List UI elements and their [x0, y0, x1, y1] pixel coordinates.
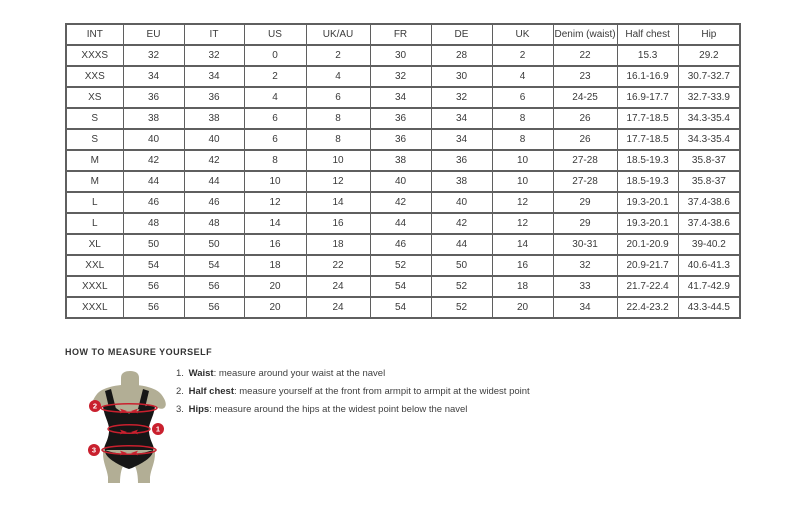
table-cell: 35.8-37 — [678, 150, 740, 171]
column-header: DE — [431, 24, 492, 45]
table-cell: 54 — [123, 255, 184, 276]
table-cell: 46 — [123, 192, 184, 213]
step-text: : measure around the hips at the widest point below the navel — [209, 404, 468, 415]
table-cell: 52 — [431, 276, 492, 297]
table-cell: 30-31 — [553, 234, 617, 255]
table-cell: 44 — [123, 171, 184, 192]
table-cell: 32 — [123, 45, 184, 66]
table-cell: 22.4-23.2 — [617, 297, 678, 318]
table-row — [66, 45, 740, 66]
table-cell: 16 — [492, 255, 553, 276]
table-cell: 12 — [492, 213, 553, 234]
table-cell: 40 — [184, 129, 244, 150]
table-cell: 36 — [123, 87, 184, 108]
table-cell: 16.1-16.9 — [617, 66, 678, 87]
table-cell: 56 — [184, 276, 244, 297]
table-cell: 15.3 — [617, 45, 678, 66]
table-cell: 16 — [306, 213, 370, 234]
measure-section-title: HOW TO MEASURE YOURSELF — [65, 347, 213, 357]
table-cell: 38 — [184, 108, 244, 129]
table-cell: 27-28 — [553, 171, 617, 192]
table-cell: 6 — [306, 87, 370, 108]
table-cell: 16.9-17.7 — [617, 87, 678, 108]
table-cell: 36 — [184, 87, 244, 108]
table-cell: 29 — [553, 213, 617, 234]
table-cell: 36 — [431, 150, 492, 171]
table-row — [66, 297, 740, 318]
table-cell: 38 — [370, 150, 431, 171]
table-cell: 8 — [492, 129, 553, 150]
table-row — [66, 108, 740, 129]
table-cell: 19.3-20.1 — [617, 213, 678, 234]
measure-steps — [176, 367, 530, 421]
table-cell: 10 — [306, 150, 370, 171]
table-cell: 6 — [244, 108, 306, 129]
size-table-section — [65, 23, 741, 319]
table-cell: 22 — [306, 255, 370, 276]
step-number: 2. — [176, 386, 184, 397]
column-header: EU — [123, 24, 184, 45]
table-cell: 32 — [370, 66, 431, 87]
table-cell: 50 — [431, 255, 492, 276]
table-cell: 23 — [553, 66, 617, 87]
table-cell: 50 — [184, 234, 244, 255]
table-row — [66, 234, 740, 255]
table-cell: 14 — [306, 192, 370, 213]
table-cell: 4 — [306, 66, 370, 87]
table-cell: L — [66, 192, 123, 213]
table-cell: 18.5-19.3 — [617, 171, 678, 192]
table-cell: 38 — [123, 108, 184, 129]
table-cell: 33 — [553, 276, 617, 297]
table-cell: 48 — [184, 213, 244, 234]
table-cell: 34 — [184, 66, 244, 87]
table-cell: 42 — [123, 150, 184, 171]
table-cell: XS — [66, 87, 123, 108]
table-cell: 17.7-18.5 — [617, 129, 678, 150]
table-cell: 24 — [306, 276, 370, 297]
table-cell: 36 — [370, 129, 431, 150]
table-cell: 8 — [306, 129, 370, 150]
table-cell: 6 — [492, 87, 553, 108]
table-cell: 52 — [431, 297, 492, 318]
table-cell: 22 — [553, 45, 617, 66]
table-cell: 24-25 — [553, 87, 617, 108]
table-cell: 10 — [244, 171, 306, 192]
table-row — [66, 213, 740, 234]
column-header: UK — [492, 24, 553, 45]
table-cell: 16 — [244, 234, 306, 255]
table-cell: 54 — [370, 297, 431, 318]
column-header: UK/AU — [306, 24, 370, 45]
table-cell: 2 — [492, 45, 553, 66]
table-cell: 12 — [306, 171, 370, 192]
table-row — [66, 255, 740, 276]
measure-step — [176, 367, 530, 385]
column-header: US — [244, 24, 306, 45]
table-cell: 54 — [370, 276, 431, 297]
table-cell: 0 — [244, 45, 306, 66]
table-cell: S — [66, 129, 123, 150]
table-row — [66, 129, 740, 150]
column-header: Denim (waist) — [553, 24, 617, 45]
table-cell: 32.7-33.9 — [678, 87, 740, 108]
table-cell: 30.7-32.7 — [678, 66, 740, 87]
table-cell: L — [66, 213, 123, 234]
table-cell: 8 — [244, 150, 306, 171]
table-cell: 52 — [370, 255, 431, 276]
header-row — [66, 24, 740, 45]
table-cell: 44 — [431, 234, 492, 255]
table-cell: 10 — [492, 150, 553, 171]
table-cell: 40 — [370, 171, 431, 192]
measure-step — [176, 385, 530, 403]
table-cell: 35.8-37 — [678, 171, 740, 192]
table-cell: 4 — [244, 87, 306, 108]
table-cell: 29.2 — [678, 45, 740, 66]
table-cell: 20 — [244, 297, 306, 318]
table-cell: 18.5-19.3 — [617, 150, 678, 171]
table-cell: 34.3-35.4 — [678, 108, 740, 129]
table-cell: 14 — [244, 213, 306, 234]
table-cell: 20.9-21.7 — [617, 255, 678, 276]
table-cell: 40 — [431, 192, 492, 213]
table-cell: 37.4-38.6 — [678, 192, 740, 213]
step-label: Waist — [188, 368, 214, 379]
table-cell: 34 — [553, 297, 617, 318]
table-cell: 17.7-18.5 — [617, 108, 678, 129]
column-header: INT — [66, 24, 123, 45]
table-cell: 29 — [553, 192, 617, 213]
table-cell: M — [66, 150, 123, 171]
table-cell: 10 — [492, 171, 553, 192]
column-header: FR — [370, 24, 431, 45]
table-cell: 48 — [123, 213, 184, 234]
table-cell: 42 — [184, 150, 244, 171]
size-table — [65, 23, 741, 319]
table-cell: 8 — [306, 108, 370, 129]
table-cell: 12 — [244, 192, 306, 213]
table-cell: M — [66, 171, 123, 192]
table-cell: 34 — [123, 66, 184, 87]
table-cell: 34 — [431, 108, 492, 129]
table-cell: 38 — [431, 171, 492, 192]
table-row — [66, 150, 740, 171]
step-number: 1. — [176, 368, 184, 379]
waist-badge-number: 1 — [155, 424, 161, 434]
table-cell: 37.4-38.6 — [678, 213, 740, 234]
table-cell: 19.3-20.1 — [617, 192, 678, 213]
table-cell: XXXL — [66, 297, 123, 318]
chest-badge-number: 2 — [92, 401, 98, 411]
table-cell: 27-28 — [553, 150, 617, 171]
table-cell: 30 — [431, 66, 492, 87]
table-cell: 44 — [184, 171, 244, 192]
step-text: : measure around your waist at the navel — [213, 368, 386, 379]
measure-step — [176, 403, 530, 421]
table-cell: XXL — [66, 255, 123, 276]
table-cell: 6 — [244, 129, 306, 150]
table-cell: 12 — [492, 192, 553, 213]
column-header: Half chest — [617, 24, 678, 45]
table-cell: 8 — [492, 108, 553, 129]
hips-badge-number: 3 — [91, 445, 97, 455]
table-cell: XL — [66, 234, 123, 255]
table-cell: 44 — [370, 213, 431, 234]
table-cell: 34 — [431, 129, 492, 150]
table-cell: 21.7-22.4 — [617, 276, 678, 297]
table-cell: 40.6-41.3 — [678, 255, 740, 276]
column-header: Hip — [678, 24, 740, 45]
table-cell: 2 — [306, 45, 370, 66]
table-cell: 32 — [184, 45, 244, 66]
table-row — [66, 171, 740, 192]
table-cell: 56 — [184, 297, 244, 318]
table-cell: 40 — [123, 129, 184, 150]
step-label: Hips — [188, 404, 210, 415]
table-cell: 46 — [370, 234, 431, 255]
table-cell: 18 — [492, 276, 553, 297]
table-row — [66, 276, 740, 297]
table-cell: 50 — [123, 234, 184, 255]
table-cell: 26 — [553, 108, 617, 129]
table-cell: 32 — [553, 255, 617, 276]
table-cell: 42 — [370, 192, 431, 213]
table-cell: 14 — [492, 234, 553, 255]
table-row — [66, 66, 740, 87]
table-cell: 34 — [370, 87, 431, 108]
table-cell: 20.1-20.9 — [617, 234, 678, 255]
table-cell: XXXL — [66, 276, 123, 297]
mannequin-neck — [121, 371, 139, 387]
table-cell: 2 — [244, 66, 306, 87]
table-cell: 20 — [244, 276, 306, 297]
table-row — [66, 87, 740, 108]
table-cell: 46 — [184, 192, 244, 213]
step-text: : measure yourself at the front from armpit to armpit at the widest point — [233, 386, 530, 397]
table-cell: XXS — [66, 66, 123, 87]
table-cell: 41.7-42.9 — [678, 276, 740, 297]
table-cell: 56 — [123, 297, 184, 318]
table-cell: 30 — [370, 45, 431, 66]
column-header: IT — [184, 24, 244, 45]
table-cell: 56 — [123, 276, 184, 297]
table-cell: 32 — [431, 87, 492, 108]
table-cell: S — [66, 108, 123, 129]
table-cell: 36 — [370, 108, 431, 129]
table-cell: 34.3-35.4 — [678, 129, 740, 150]
table-cell: 43.3-44.5 — [678, 297, 740, 318]
table-cell: 18 — [244, 255, 306, 276]
table-cell: 39-40.2 — [678, 234, 740, 255]
table-cell: 24 — [306, 297, 370, 318]
table-cell: 28 — [431, 45, 492, 66]
table-cell: XXXS — [66, 45, 123, 66]
table-cell: 20 — [492, 297, 553, 318]
step-label: Half chest — [188, 386, 234, 397]
table-row — [66, 192, 740, 213]
table-cell: 18 — [306, 234, 370, 255]
table-cell: 42 — [431, 213, 492, 234]
mannequin-figure — [79, 369, 175, 497]
step-number: 3. — [176, 404, 184, 415]
table-cell: 54 — [184, 255, 244, 276]
table-cell: 26 — [553, 129, 617, 150]
table-cell: 4 — [492, 66, 553, 87]
